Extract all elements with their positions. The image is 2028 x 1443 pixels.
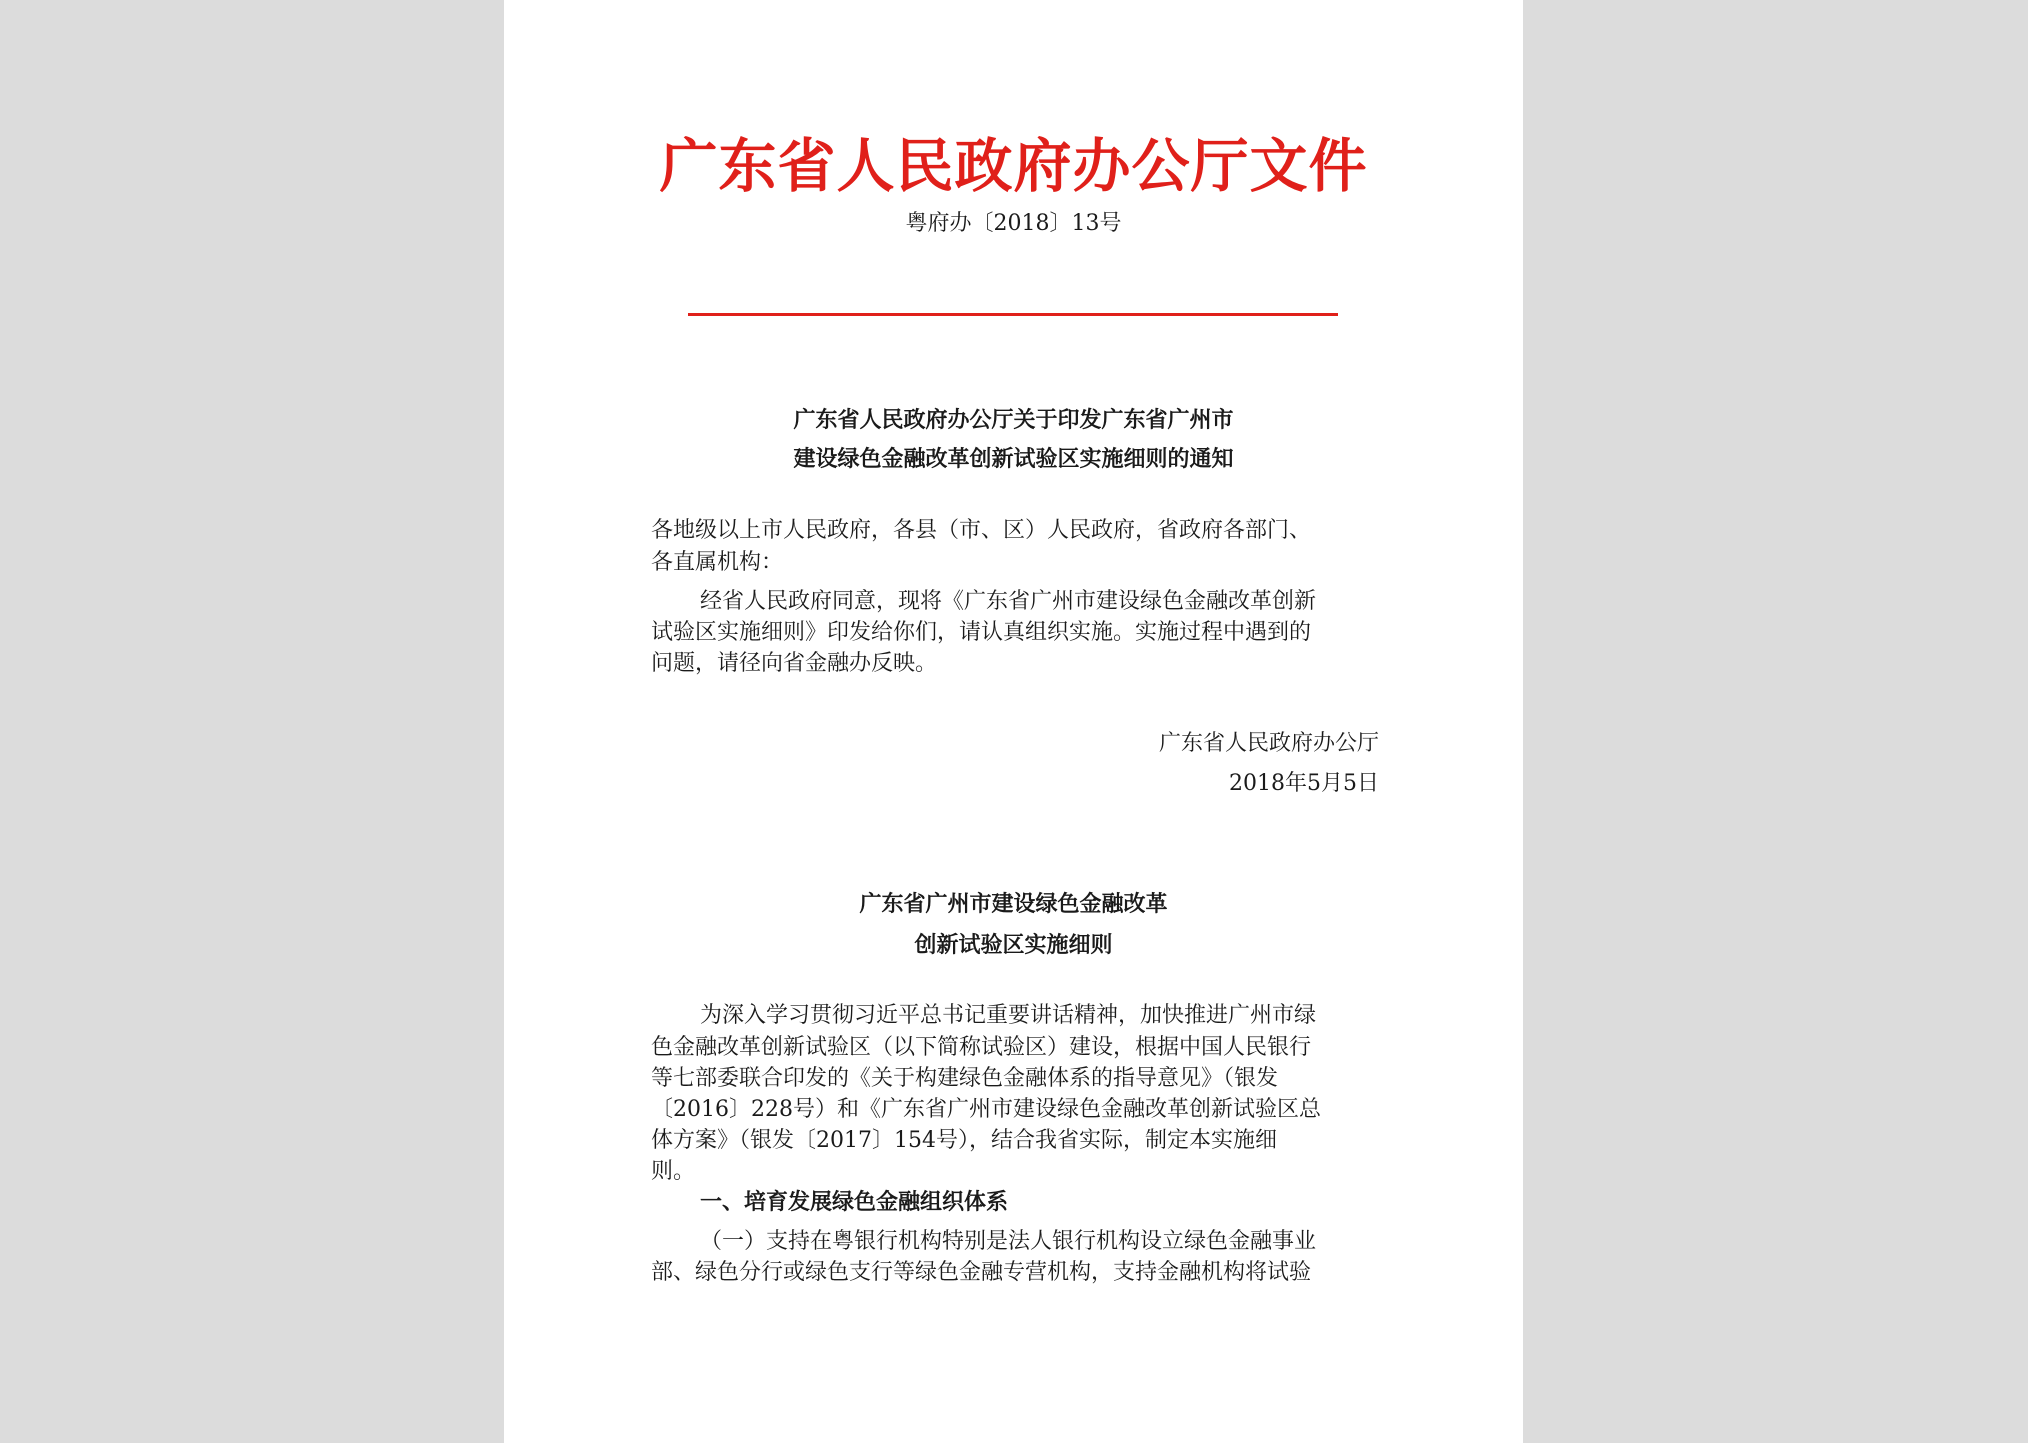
document-page (504, 0, 1523, 1443)
document-number: 粤府办〔2018〕13号 (905, 211, 1122, 236)
notice-title-line-1: 广东省人民政府办公厅关于印发广东省广州市 (793, 408, 1234, 433)
rules-title-line-1: 广东省广州市建设绿色金融改革 (859, 892, 1168, 917)
salutation-line-1: 各地级以上市人民政府，各县（市、区）人民政府，省政府各部门、 (651, 518, 1312, 543)
issue-date: 2018年5月5日 (1229, 771, 1379, 796)
notice-body-line-2: 试验区实施细则》印发给你们，请认真组织实施。实施过程中遇到的 (651, 620, 1312, 645)
intro-line-3: 等七部委联合印发的《关于构建绿色金融体系的指导意见》（银发 (651, 1066, 1279, 1091)
notice-title-line-2: 建设绿色金融改革创新试验区实施细则的通知 (793, 447, 1234, 472)
notice-body-line-1: 经省人民政府同意，现将《广东省广州市建设绿色金融改革创新 (700, 589, 1317, 614)
rules-title-line-2: 创新试验区实施细则 (914, 933, 1113, 958)
masthead-title: 广东省人民政府办公厅文件 (659, 132, 1368, 200)
section-line-1: （一）支持在粤银行机构特别是法人银行机构设立绿色金融事业 (700, 1229, 1317, 1254)
intro-line-6: 则。 (651, 1159, 696, 1184)
section-heading: 一、培育发展绿色金融组织体系 (700, 1190, 1009, 1215)
intro-line-2: 色金融改革创新试验区（以下简称试验区）建设，根据中国人民银行 (651, 1035, 1312, 1060)
notice-body-line-3: 问题，请径向省金融办反映。 (651, 651, 938, 676)
intro-line-5: 体方案》（银发〔2017〕154号），结合我省实际，制定本实施细 (651, 1128, 1277, 1153)
red-divider-line (688, 313, 1338, 316)
salutation-line-2: 各直属机构： (651, 550, 784, 575)
section-line-2: 部、绿色分行或绿色支行等绿色金融专营机构，支持金融机构将试验 (651, 1260, 1312, 1285)
intro-line-1: 为深入学习贯彻习近平总书记重要讲话精神，加快推进广州市绿 (700, 1003, 1317, 1028)
issuer-signature: 广东省人民政府办公厅 (1158, 731, 1379, 756)
intro-line-4: 〔2016〕228号）和《广东省广州市建设绿色金融改革创新试验区总 (651, 1097, 1321, 1122)
